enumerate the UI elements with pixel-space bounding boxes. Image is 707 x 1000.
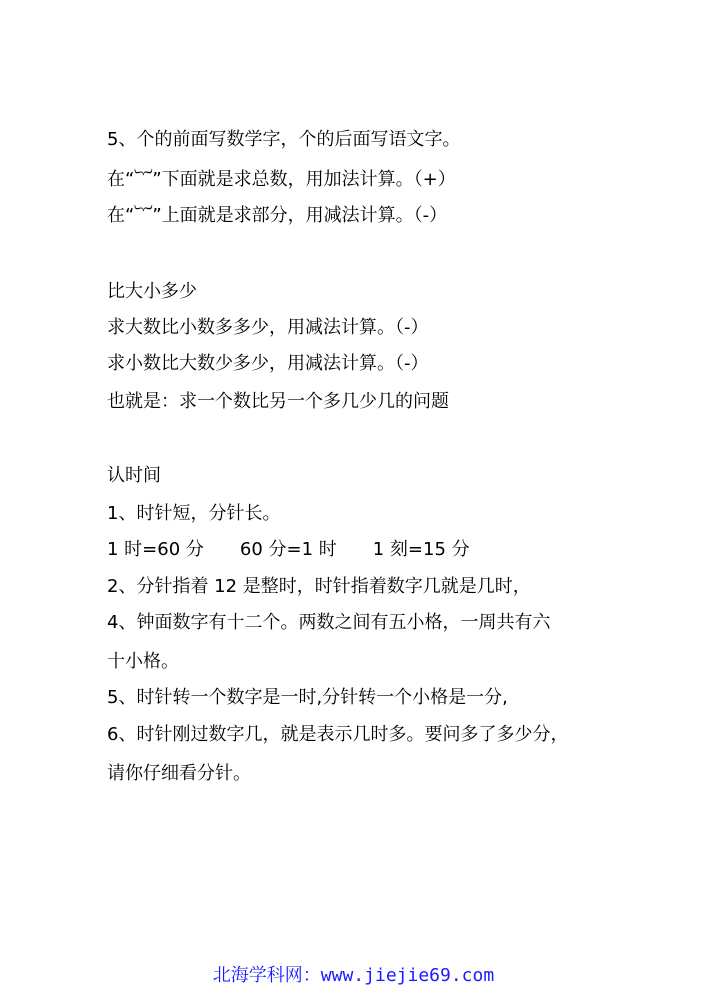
- text-line: 在“︸”上面就是求部分，用减法计算。（-）: [107, 205, 448, 226]
- section-heading-compare: 比大小多少: [107, 281, 197, 302]
- text-line: 求大数比小数多多少，用减法计算。（-）: [107, 317, 429, 338]
- footer-site-name: 北海学科网：: [212, 965, 321, 986]
- footer-url-link[interactable]: www.jiejie69.com: [320, 965, 495, 986]
- text-line: 1 时=60 分 60 分=1 时 1 刻=15 分: [107, 539, 470, 560]
- text-line: 5、时针转一个数字是一时,分针转一个小格是一分,: [107, 687, 508, 708]
- text-line: 1、时针短，分针长。: [107, 503, 281, 524]
- text-line: 十小格。: [107, 651, 179, 672]
- text-line: 2、分针指着 12 是整时，时针指着数字几就是几时，: [107, 576, 531, 597]
- section-heading-time: 认时间: [107, 465, 161, 486]
- text-line: 6、时针刚过数字几，就是表示几时多。要问多了多少分，: [107, 724, 569, 745]
- text-line: 5、个的前面写数学字，个的后面写语文字。: [107, 129, 461, 150]
- text-line: 也就是：求一个数比另一个多几少几的问题: [107, 391, 449, 412]
- text-line: 请你仔细看分针。: [107, 763, 251, 784]
- page-footer: [0, 964, 707, 988]
- text-line: 在“︸”下面就是求总数，用加法计算。（+）: [107, 169, 456, 190]
- text-line: 求小数比大数少多少，用减法计算。（-）: [107, 353, 429, 374]
- text-line: 4、钟面数字有十二个。两数之间有五小格，一周共有六: [107, 612, 551, 633]
